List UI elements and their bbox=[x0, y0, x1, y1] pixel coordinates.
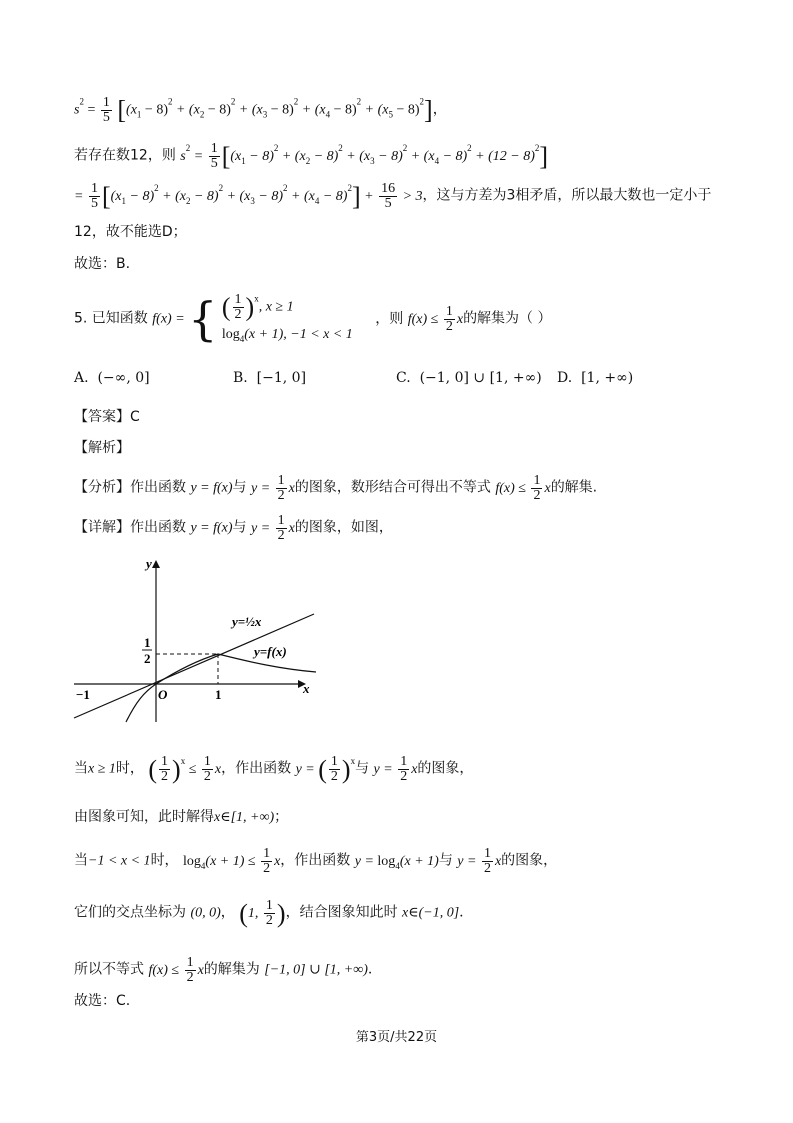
case1-line: 当x ≥ 1时， ( $\frac{1}{2}$ )$^x$ ≤ $\frac{1}{2}$ x，作出函数 y = ( $\frac{1}{2}$ )$^x$与 y = $\frac{1}{2}$ x的图象， bbox=[74, 754, 474, 784]
answer-line: 【答案】C bbox=[74, 409, 140, 425]
tick-1: 1 bbox=[215, 687, 222, 702]
x-axis-label: x bbox=[303, 681, 310, 696]
page-footer: 第3页/共22页 bbox=[355, 1030, 438, 1045]
variance-choose: 故选：B. bbox=[74, 256, 131, 272]
option-d[interactable]: D. [1, +∞) bbox=[557, 370, 634, 386]
piecewise-definition: ( $\frac{1}{2}$ )$^x$, x ≥ 1 $\log_4(x + 1)$, −1 < x < 1 bbox=[221, 292, 353, 344]
case1-result: 由图象可知，此时解得x∈[1, +∞)； bbox=[74, 809, 289, 825]
line-label: y=½x bbox=[232, 614, 262, 629]
question-5: 5. 已知函数 f(x) = { ( $\frac{1}{2}$ )$^x$, x ≥ 1 $\log_4(x + 1)$, −1 < x < 1 ，则 f(x) ≤ $\frac{1}{2}$ x的解集为（ ） bbox=[74, 291, 552, 346]
tick-half-num: 1 bbox=[144, 635, 151, 650]
variance-definition: $s^2$ = $\frac{1}{5}$ $[(x_1 - 8)^2 + (x_2 - 8)^2 + (x_3 - 8)^2 + (x_4 - 8)^2 + (x_5 - 8)^2]$， bbox=[74, 95, 447, 125]
variance-suppose: 若存在数12，则 $s^2$ = $\frac{1}{5}$ $[(x_1 - 8)^2 + (x_2 - 8)^2 + (x_3 - 8)^2 + (x_4 - 8)^2 + (12 - 8)^2]$ bbox=[74, 141, 549, 171]
curve-log-part bbox=[126, 654, 218, 722]
origin-label: O bbox=[158, 687, 168, 702]
option-a[interactable]: A. (−∞, 0] bbox=[74, 370, 150, 386]
function-graph bbox=[70, 552, 330, 727]
analysis-tag: 【解析】 bbox=[74, 440, 130, 456]
fenxi-line: 【分析】作出函数 y = f(x)与 y = $\frac{1}{2}$ x的图象，数形结合可得出不等式 f(x) ≤ $\frac{1}{2}$ x的解集. bbox=[74, 473, 598, 503]
intersection-line: 它们的交点坐标为 (0, 0)， (1, $\frac{1}{2}$ )，结合图象知此时 x∈(−1, 0]. bbox=[74, 898, 464, 928]
tick-neg1: −1 bbox=[76, 687, 90, 702]
option-b[interactable]: B. [−1, 0] bbox=[233, 370, 307, 386]
y-axis-arrow bbox=[152, 560, 160, 568]
variance-continue: = $\frac{1}{5}$ $[(x_1 - 8)^2 + (x_2 - 8)^2 + (x_3 - 8)^2 + (x_4 - 8)^2]$ + $\frac{16}{5}$ > 3，这与方差为3相矛盾，所以最大数也一定小于 bbox=[74, 181, 712, 211]
case2-line: 当−1 < x < 1时， $\log_4(x + 1)$ ≤ $\frac{1}{2}$ x，作出函数 $y = \log_4(x + 1)$与 y = $\frac{1}{2}$ x的图象， bbox=[74, 846, 558, 876]
final-choose: 故选：C. bbox=[74, 993, 131, 1009]
line-half-x bbox=[74, 614, 314, 718]
final-line: 所以不等式 f(x) ≤ $\frac{1}{2}$ x的解集为 [−1, 0] ∪ [1, +∞). bbox=[74, 955, 373, 985]
y-axis-label: y bbox=[146, 556, 152, 571]
variance-contradiction-end: 12，故不能选D； bbox=[74, 224, 187, 240]
option-c[interactable]: C. (−1, 0] ∪ [1, +∞) bbox=[396, 370, 542, 386]
xiangjie-line: 【详解】作出函数 y = f(x)与 y = $\frac{1}{2}$ x的图象，如图， bbox=[74, 513, 393, 543]
curve-label: y=f(x) bbox=[254, 644, 287, 659]
tick-half-den: 2 bbox=[144, 651, 151, 666]
